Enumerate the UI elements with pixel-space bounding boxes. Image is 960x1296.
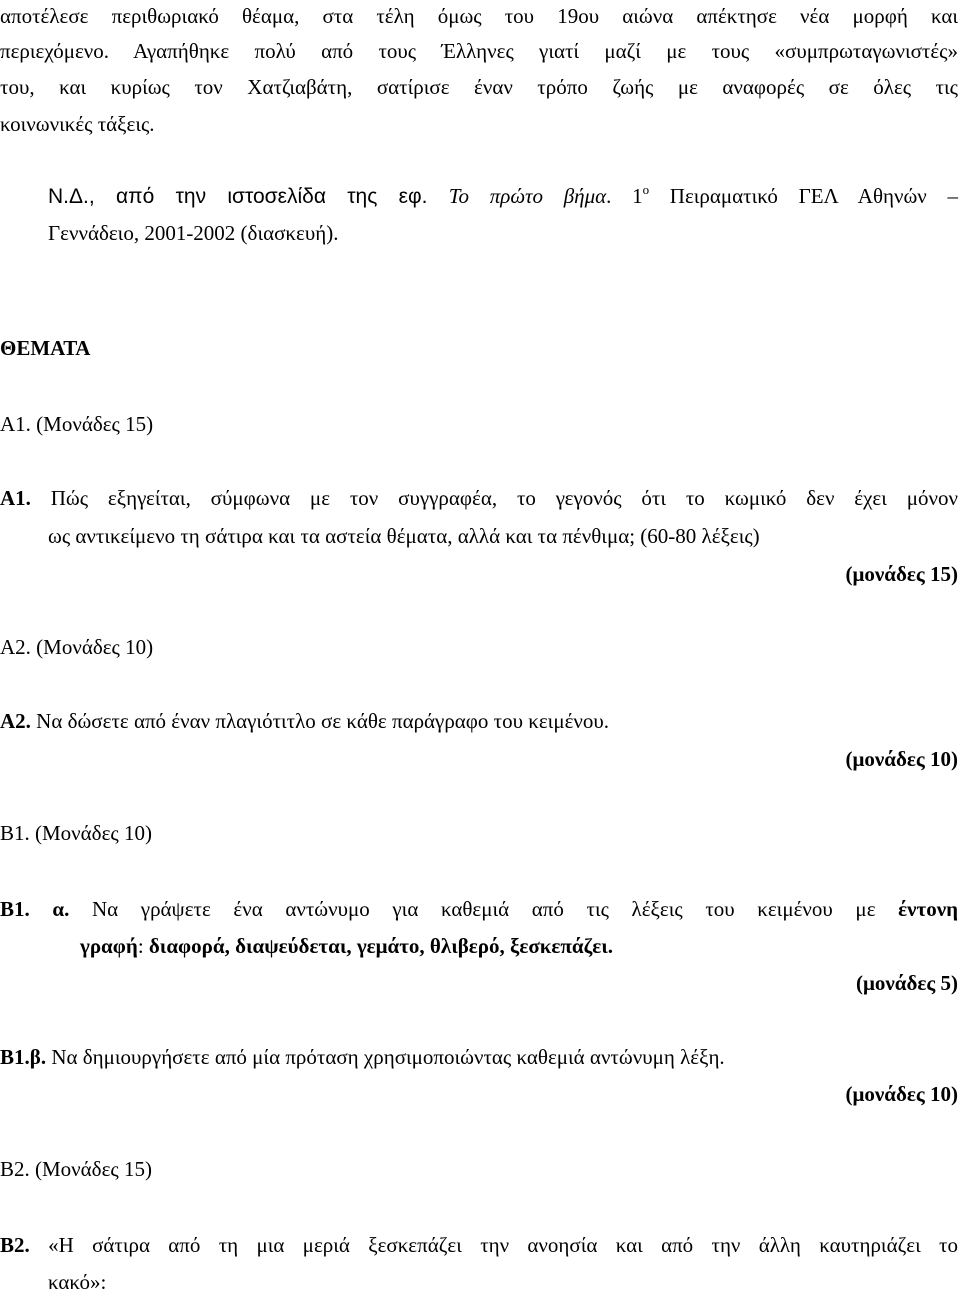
intro-line-4: κοινωνικές τάξεις. <box>0 112 155 136</box>
a2-question <box>0 707 958 735</box>
source-citation-line-2: Γεννάδειο, 2001-2002 (διασκευή). <box>48 221 339 245</box>
b2-question-line-2: κακό»: <box>48 1270 107 1294</box>
b1-alpha-points: (μονάδες 5) <box>856 971 958 995</box>
a1-label: Α1. <box>0 486 31 510</box>
b1-bold-phrase-2: γραφή <box>80 934 138 958</box>
a2-points: (μονάδες 10) <box>845 747 958 771</box>
themes-heading: ΘΕΜΑΤΑ <box>0 336 91 360</box>
a1-text-1: Πώς εξηγείται, σύμφωνα με τον συγγραφέα, το γεγονός ότι το κωμικό δεν έχει μόνον <box>30 486 958 510</box>
b2-text-1: «Η σάτιρα από τη μια μεριά ξεσκεπάζει την ανοησία και από την άλλη καυτηριάζει το <box>29 1233 958 1257</box>
source-school: Πειραματικό ΓΕΛ Αθηνών – <box>649 184 959 208</box>
a1-question-line-2: ως αντικείμενο τη σάτιρα και τα αστεία θέματα, αλλά και τα πένθιμα; (60-80 λέξεις) <box>48 524 760 548</box>
b1-colon: : <box>137 934 149 958</box>
b1-bold-phrase-1: έντονη <box>898 897 958 921</box>
b2-label: Β2. <box>0 1233 30 1257</box>
b1-alpha-text: Να γράψετε ένα αντώνυμο για καθεμιά από τις λέξεις του κειμένου με <box>69 897 899 921</box>
b1-beta-question <box>0 1043 958 1071</box>
b1-beta-label: Β1.β. <box>0 1045 47 1069</box>
b2-question-line-1 <box>0 1231 958 1259</box>
b2-heading: Β2. (Μονάδες 15) <box>0 1157 152 1181</box>
a1-points: (μονάδες 15) <box>845 562 958 586</box>
b1-beta-points: (μονάδες 10) <box>845 1082 958 1106</box>
b1-alpha-line-1 <box>0 895 958 923</box>
a2-text: Να δώσετε από έναν πλαγιότιτλο σε κάθε παράγραφο του κειμένου. <box>30 709 610 733</box>
intro-line-1: αποτέλεσε περιθωριακό θέαμα, στα τέλη όμως του 19ου αιώνα απέκτησε νέα μορφή και <box>0 4 958 28</box>
source-ordinal: ο <box>642 182 650 197</box>
source-site-text: , από την ιστοσελίδα της εφ. <box>88 185 449 208</box>
intro-line-2: περιεχόμενο. Αγαπήθηκε πολύ από τους Έλληνες γιατί μαζί με τους «συμπρωταγωνιστές» <box>0 39 958 63</box>
b1-heading: Β1. (Μονάδες 10) <box>0 821 152 845</box>
a1-question-line-1 <box>0 484 958 512</box>
a2-heading: Α2. (Μονάδες 10) <box>0 635 154 659</box>
a2-label: Α2. <box>0 709 31 733</box>
source-citation-line-1 <box>48 182 958 211</box>
a1-heading: Α1. (Μονάδες 15) <box>0 412 154 436</box>
b1-alpha-line-2 <box>80 932 958 960</box>
b1-alpha-label: Β1. α. <box>0 897 70 921</box>
b1-beta-text: Να δημιουργήσετε από μία πρόταση χρησιμοποιώντας καθεμιά αντώνυμη λέξη. <box>46 1045 725 1069</box>
b1-words: διαφορά, διαψεύδεται, γεμάτο, θλιβερό, ξεσκεπάζει. <box>148 934 614 958</box>
intro-line-3: του, και κυρίως τον Χατζιαβάτη, σατίρισε έναν τρόπο ζωής με αναφορές σε όλες τις <box>0 75 958 99</box>
source-author: Ν.Δ. <box>48 185 89 208</box>
source-after-newspaper: . 1 <box>606 184 643 208</box>
source-newspaper: Το πρώτο βήμα <box>448 184 607 208</box>
